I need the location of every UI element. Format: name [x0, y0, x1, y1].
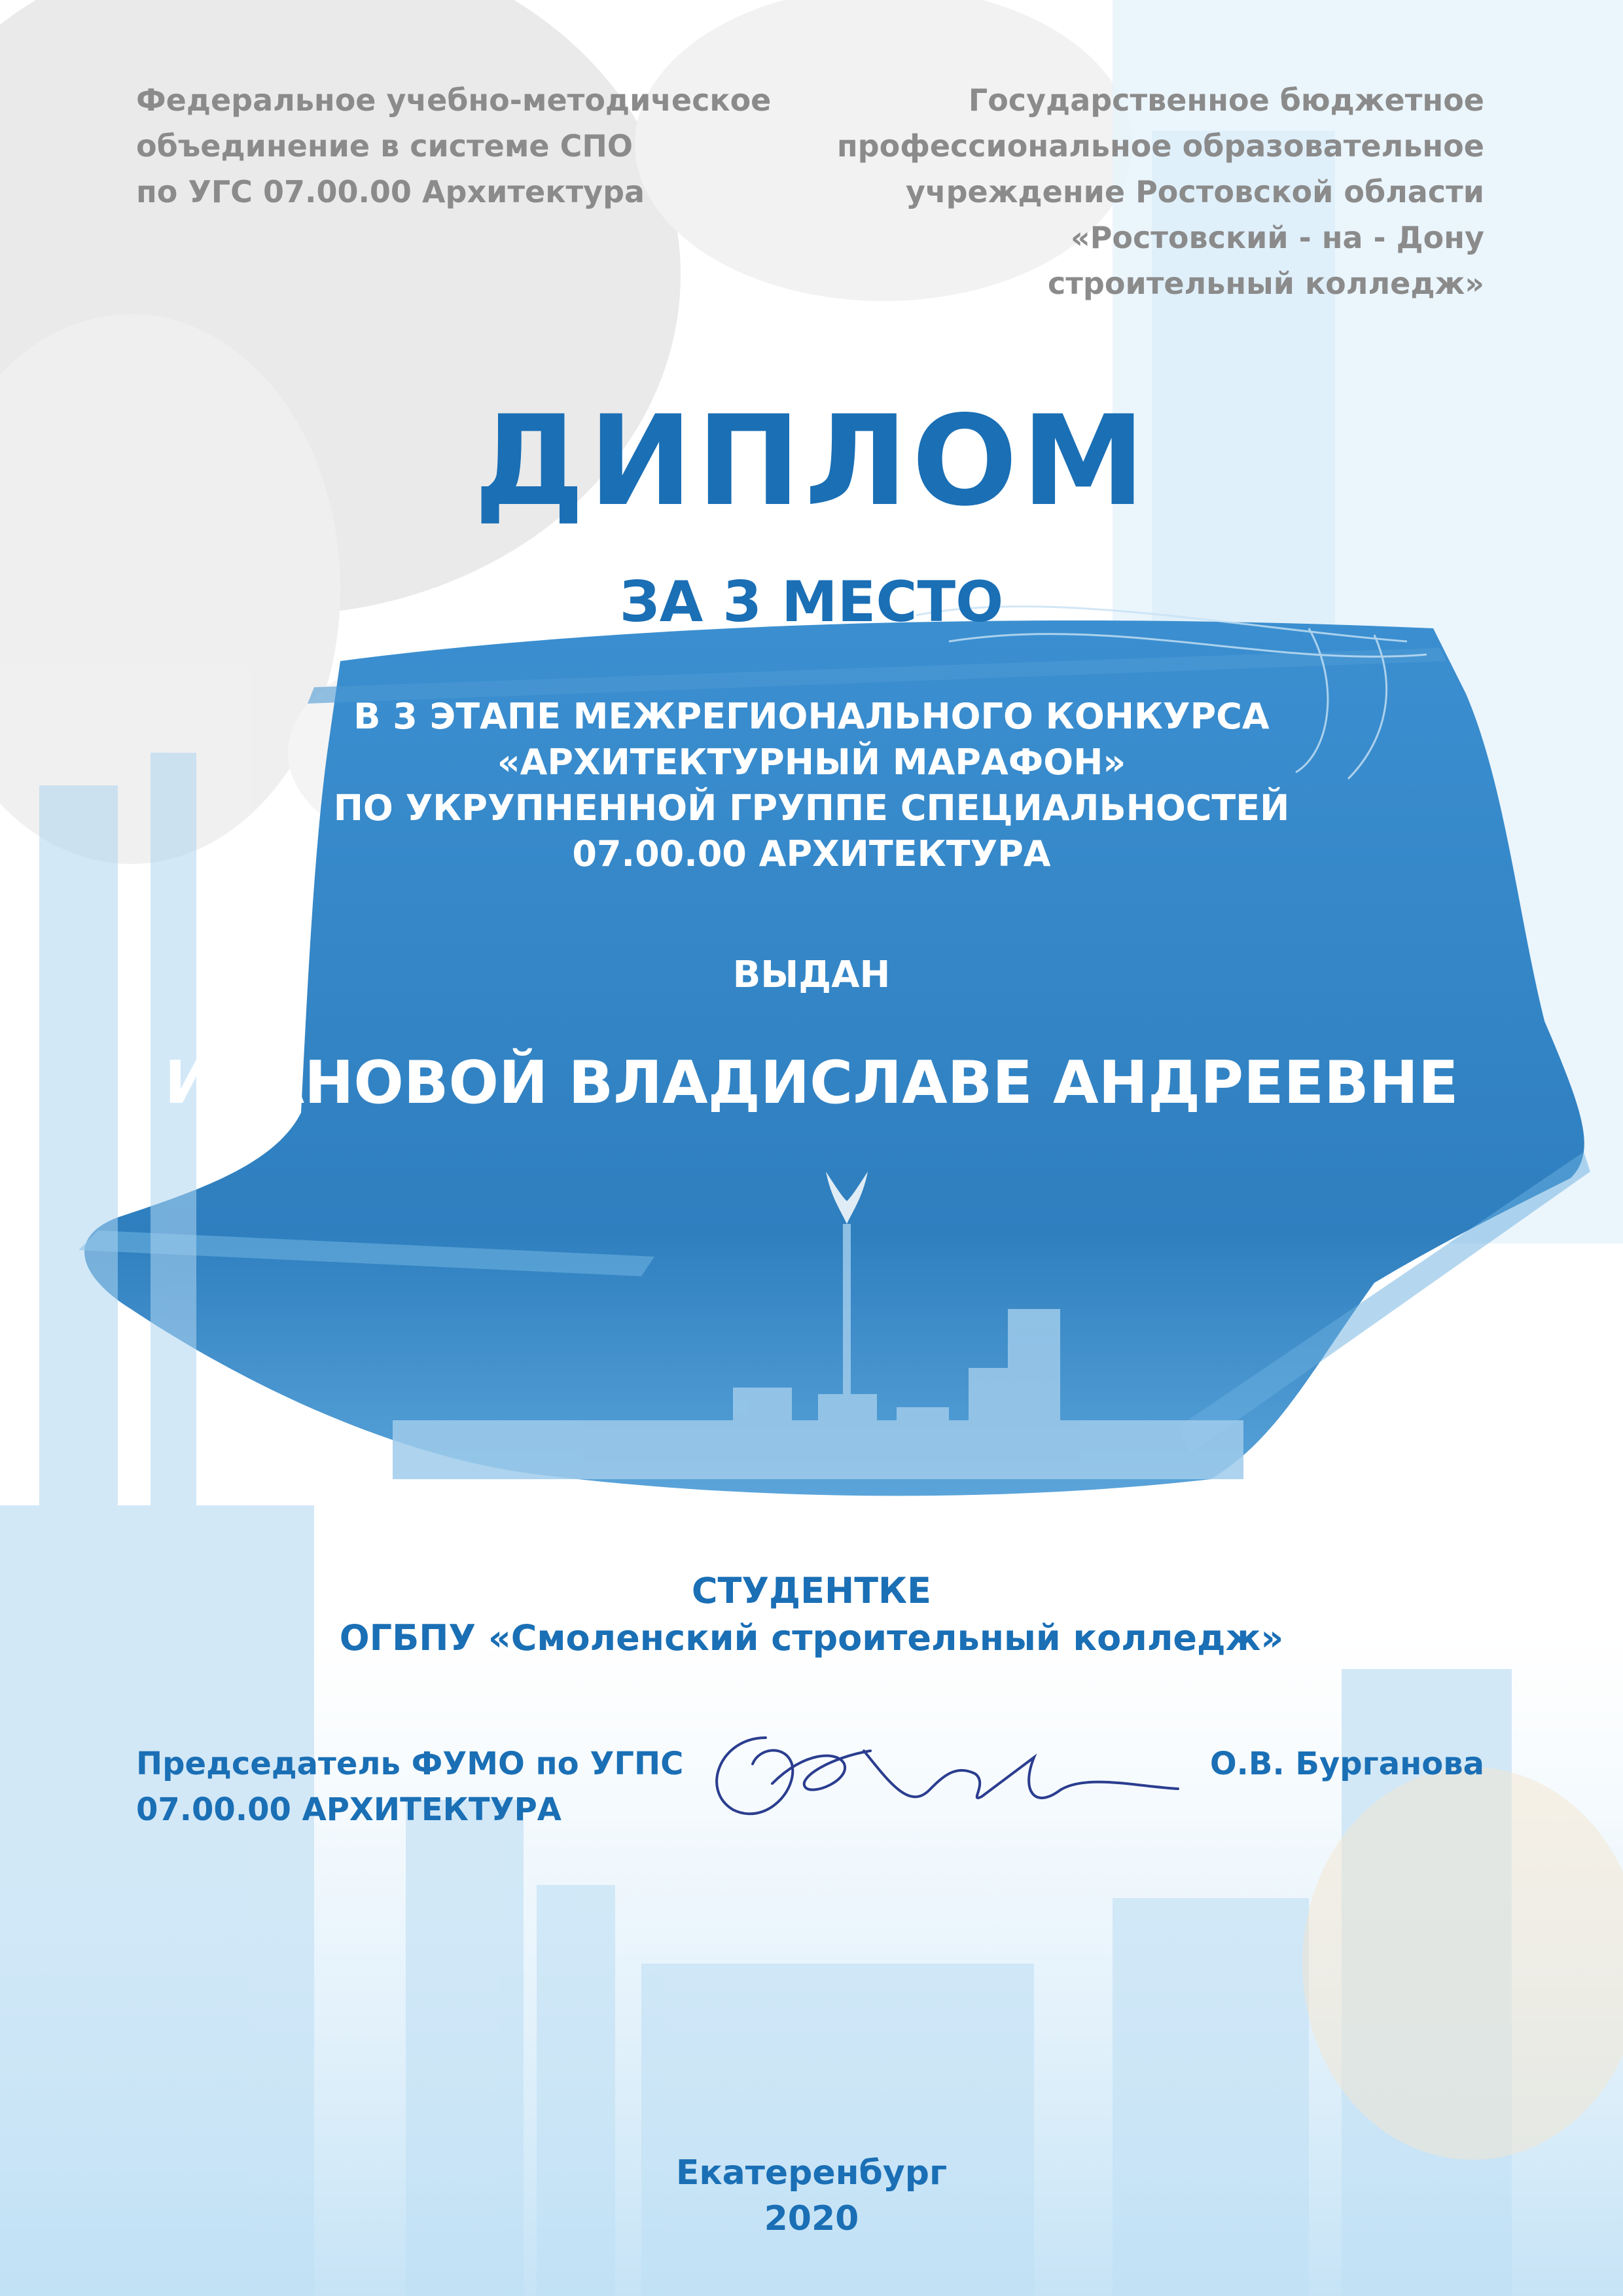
contest-line: ПО УКРУПНЕННОЙ ГРУППЕ СПЕЦИАЛЬНОСТЕЙ — [333, 787, 1290, 829]
college-block — [764, 77, 1484, 306]
college-line: Государственное бюджетное — [968, 82, 1484, 118]
college-line: профессиональное образовательное — [836, 128, 1484, 164]
chair-name: О.В. Бурганова — [1209, 1746, 1484, 1782]
federal-association-line: Федеральное учебно-методическое — [136, 82, 772, 118]
footer-location — [0, 2150, 1623, 2242]
student-info — [0, 1568, 1623, 1662]
place-heading: ЗА 3 МЕСТО — [619, 569, 1004, 635]
federal-association-line: объединение в системе СПО — [136, 128, 633, 164]
chair-role-line: Председатель ФУМО по УГПС — [136, 1746, 684, 1782]
contest-description — [0, 694, 1623, 877]
issued-label: ВЫДАН — [732, 954, 891, 996]
contest-line: 07.00.00 АРХИТЕКТУРА — [572, 833, 1051, 874]
chair-role — [136, 1741, 725, 1833]
college-line: «Ростовский - на - Дону — [1070, 220, 1484, 255]
federal-association-line: по УГС 07.00.00 Архитектура — [136, 174, 645, 209]
footer-year: 2020 — [764, 2199, 859, 2238]
handwritten-signature — [694, 1712, 1191, 1842]
college-line: строительный колледж» — [1048, 266, 1484, 301]
contest-line: В 3 ЭТАПЕ МЕЖРЕГИОНАЛЬНОГО КОНКУРСА — [353, 696, 1270, 737]
contest-line: «АРХИТЕКТУРНЫЙ МАРАФОН» — [497, 742, 1126, 783]
college-line: учреждение Ростовской области — [906, 174, 1484, 209]
diploma-title: ДИПЛОМ — [474, 389, 1149, 533]
federal-association-block — [136, 77, 791, 215]
chair-role-line: 07.00.00 АРХИТЕКТУРА — [136, 1791, 562, 1828]
recipient-name: ИВАНОВОЙ ВЛАДИСЛАВЕ АНДРЕЕВНЕ — [164, 1049, 1459, 1117]
footer-city: Екатеренбург — [675, 2153, 948, 2193]
student-line: СТУДЕНТКЕ — [691, 1570, 932, 1611]
student-line: ОГБПУ «Смоленский строительный колледж» — [339, 1617, 1284, 1659]
